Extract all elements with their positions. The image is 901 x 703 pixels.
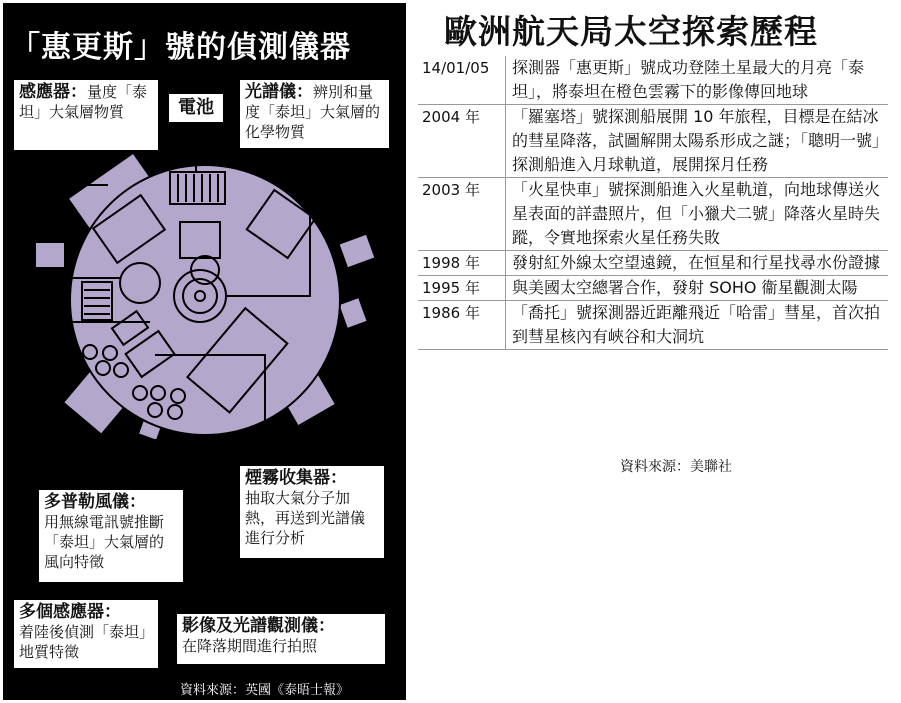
timeline-date: 14/01/05 xyxy=(422,59,490,77)
timeline-row xyxy=(418,251,888,276)
timeline-title: 歐洲航天局太空探索歷程 xyxy=(444,12,818,51)
timeline-text: 發射紅外線太空望遠鏡，在恒星和行星找尋水份證據 xyxy=(505,251,888,275)
callout-imager-text: 在降落期間進行拍照 xyxy=(182,637,318,655)
callout-spectrometer xyxy=(238,78,391,150)
callout-sensor-text: 量度「泰坦」大氣層物質 xyxy=(19,83,148,121)
timeline-row xyxy=(418,178,888,251)
callout-sensor-head: 感應器： xyxy=(19,82,87,102)
callout-multi-sensor-head: 多個感應器： xyxy=(19,602,121,622)
timeline-row xyxy=(418,276,888,301)
timeline-date: 2004 年 xyxy=(422,108,480,126)
callout-doppler-text: 用無線電訊號推斷「泰坦」大氣層的風向特徵 xyxy=(44,513,165,571)
timeline-text: 「火星快車」號探測船進入火星軌道，向地球傳送火星表面的詳盡照片，但「小獵犬二號」降落火星時失蹤，令實地探索火星任務失敗 xyxy=(505,178,888,250)
probe-module xyxy=(338,297,368,329)
callout-aerosol xyxy=(238,464,386,560)
timeline-text: 「喬托」號探測器近距離飛近「哈雷」彗星，首次拍到彗星核內有峽谷和大洞坑 xyxy=(505,301,888,349)
callout-multi-sensor-text: 着陸後偵測「泰坦」地質特徵 xyxy=(19,623,147,661)
callout-aerosol-head: 煙霧收集器： xyxy=(245,468,347,488)
callout-imager xyxy=(175,612,387,666)
callout-doppler xyxy=(37,488,185,584)
callout-spectrometer-head: 光譜儀： xyxy=(245,82,313,102)
probe-module xyxy=(338,234,375,269)
timeline-text: 「羅塞塔」號探測船展開 10 年旅程，目標是在結冰的彗星降落，試圖解開太陽系形成之謎；「聰明一號」探測船進入月球軌道，展開探月任務 xyxy=(505,105,888,177)
timeline-row xyxy=(418,301,888,350)
timeline-table xyxy=(418,56,888,350)
timeline-text: 與美國太空總署合作，發射 SOHO 衞星觀測太陽 xyxy=(505,276,888,300)
callout-imager-head: 影像及光譜觀測儀： xyxy=(182,616,335,636)
probe-module xyxy=(35,242,65,268)
timeline-row xyxy=(418,105,888,178)
callout-spectrometer-text: 辨別和量度「泰坦」大氣層的化學物質 xyxy=(245,83,381,141)
callout-doppler-head: 多普勒風儀： xyxy=(44,492,146,512)
callout-multi-sensor xyxy=(12,598,160,670)
timeline-source: 資料來源：美聯社 xyxy=(620,459,732,475)
diagram-source: 資料來源：英國《泰晤士報》 xyxy=(180,683,350,698)
battery-label: 電池 xyxy=(167,92,225,124)
timeline-date: 2003 年 xyxy=(422,181,480,199)
probe-disk xyxy=(70,165,340,435)
timeline-date: 1998 年 xyxy=(422,254,480,272)
timeline-date: 1986 年 xyxy=(422,304,480,322)
diagram-title: 「惠更斯」號的偵測儀器 xyxy=(10,30,351,65)
timeline-date: 1995 年 xyxy=(422,279,480,297)
callout-aerosol-text: 抽取大氣分子加熱，再送到光譜儀進行分析 xyxy=(245,489,366,547)
callout-sensor xyxy=(12,78,160,152)
timeline-row xyxy=(418,56,888,105)
timeline-text: 探測器「惠更斯」號成功登陸土星最大的月亮「泰坦」，將泰坦在橙色雲霧下的影像傳回地球 xyxy=(505,56,888,104)
